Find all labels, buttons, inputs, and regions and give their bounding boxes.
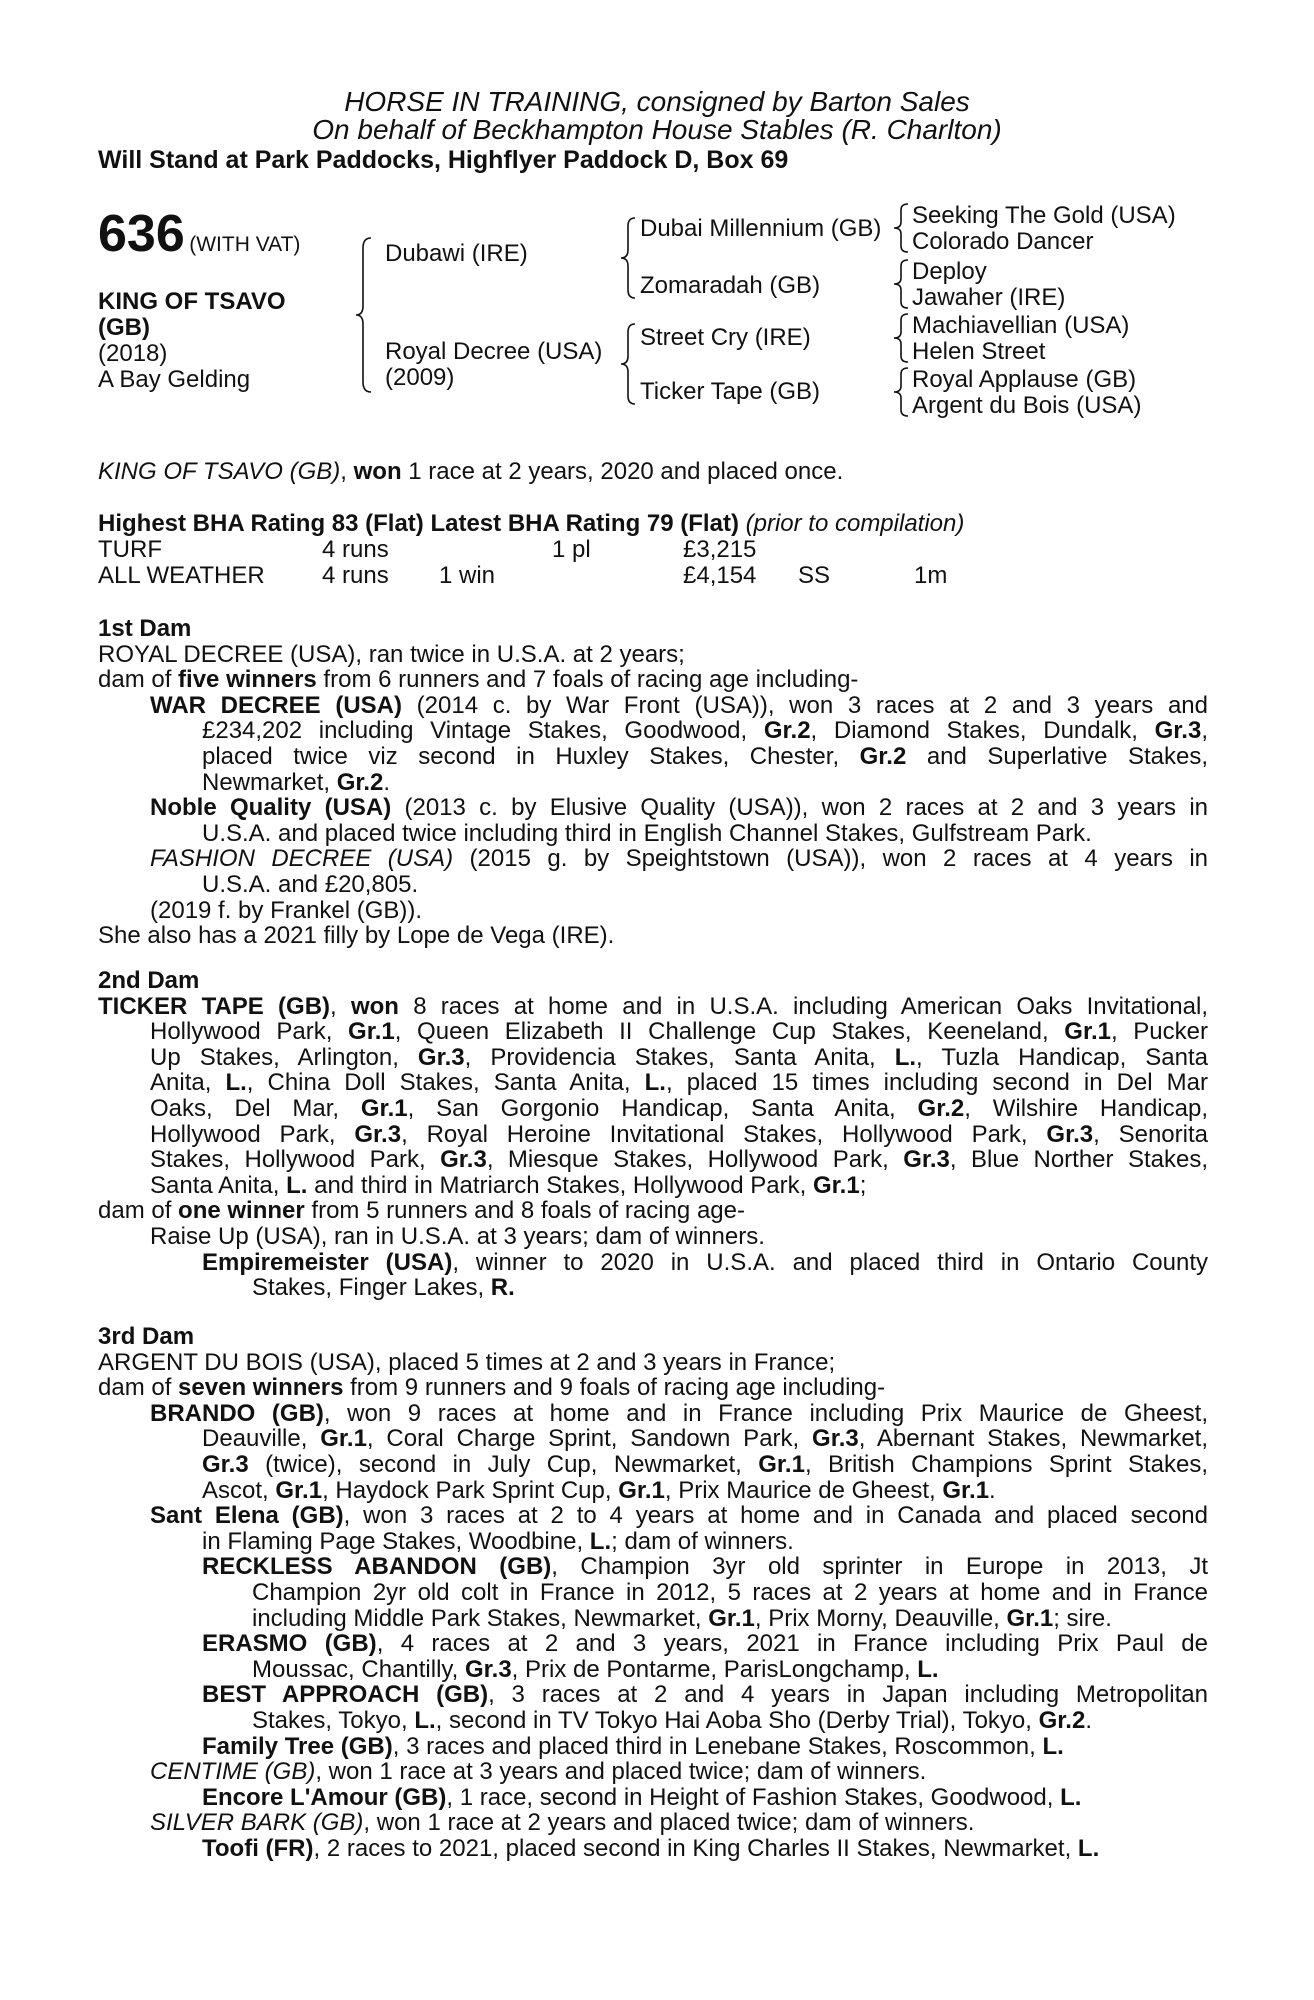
text-run: Gr.3 <box>417 1043 465 1071</box>
text-line <box>98 1198 1208 1224</box>
text-run: dam of <box>98 1374 179 1402</box>
text-run: seven winners <box>178 1374 344 1402</box>
text-line <box>98 1810 1208 1836</box>
horse-country: (GB) <box>98 314 150 341</box>
text-run: L. <box>1077 1834 1100 1862</box>
lot-number: 636 <box>98 205 185 263</box>
text-run: , second in TV Tokyo Hai Aoba Sho (Derby Trial), Tokyo, <box>435 1706 1039 1734</box>
text-run: Gr.3 <box>903 1146 950 1174</box>
text-run: , Miesque Stakes, Hollywood Park, <box>486 1146 904 1174</box>
text-run: , 2 races to 2021, placed second in King Charles II Stakes, Newmarket, <box>313 1834 1078 1862</box>
text-run: L. <box>589 1527 612 1555</box>
text-line <box>98 795 1208 821</box>
text-line <box>98 1503 1208 1529</box>
text-run: . <box>989 1476 996 1504</box>
text-run: L. <box>414 1706 436 1734</box>
text-line: Raise Up (USA), ran in U.S.A. at 3 years; dam of winners. <box>150 1222 765 1250</box>
text-line <box>98 1250 1208 1276</box>
text-run: L. <box>286 1171 308 1199</box>
text-run: Gr.1 <box>618 1476 665 1504</box>
text-run: Gr.3 <box>440 1146 487 1174</box>
bha-rating: Highest BHA Rating 83 (Flat) Latest BHA Rating 79 (Flat) (prior to compilation) <box>98 510 965 537</box>
text-run: R. <box>490 1274 515 1302</box>
text-run: Oaks, Del Mar, <box>150 1094 361 1122</box>
text-line: ARGENT DU BOIS (USA), placed 5 times at 2 and 3 years in France; <box>98 1348 836 1376</box>
text-run: . <box>383 768 391 796</box>
text-run: Gr.1 <box>812 1171 860 1199</box>
text-line <box>98 1275 1208 1301</box>
text-line <box>98 1606 1208 1632</box>
horse-name: KING OF TSAVO <box>98 288 286 315</box>
text-run: , won 9 races at home and in France including Prix Maurice de Gheest, <box>323 1399 1208 1427</box>
text-run: Encore L'Amour (GB) <box>202 1783 447 1811</box>
text-line <box>98 994 1208 1020</box>
text-run: , placed 15 times including second in Del Mar <box>665 1069 1209 1097</box>
text-run: , <box>330 992 351 1020</box>
lot-number-block <box>98 204 300 264</box>
pedigree-dam-sire: Street Cry (IRE) <box>640 324 811 351</box>
text-run: , Royal Heroine Invitational Stakes, Hollywood Park, <box>401 1120 1047 1148</box>
text-run: CENTIME (GB) <box>150 1758 316 1786</box>
pedigree-sds: Deploy <box>912 258 987 285</box>
pedigree-brace-4 <box>893 202 911 254</box>
text-line <box>98 1147 1208 1173</box>
text-run: , Wilshire Handicap, <box>964 1094 1208 1122</box>
text-run: WAR DECREE (USA) <box>150 691 402 719</box>
text-run: , British Champions Sprint Stakes, <box>804 1450 1208 1478</box>
pedigree-dsd: Helen Street <box>912 338 1046 365</box>
text-run: from 5 runners and 8 foals of racing age- <box>304 1197 745 1225</box>
text-line <box>98 718 1208 744</box>
text-run: , Abernant Stakes, Newmarket, <box>858 1425 1209 1453</box>
text-line <box>98 1173 1208 1199</box>
text-line: U.S.A. and placed twice including third in English Channel Stakes, Gulfstream Park. <box>202 819 1092 847</box>
text-run: FASHION DECREE (USA) <box>150 845 454 873</box>
horse-description: A Bay Gelding <box>98 366 251 393</box>
text-line <box>98 1682 1208 1708</box>
text-line <box>98 1554 1208 1580</box>
text-run: , Pucker <box>1110 1018 1208 1046</box>
text-line <box>98 1529 1208 1555</box>
text-run: Gr.3 <box>354 1120 402 1148</box>
text-run: Up Stakes, Arlington, <box>150 1043 418 1071</box>
text-run: , won 1 race at 2 years and placed twice; dam of winners. <box>363 1809 975 1837</box>
text-run: Gr.3 <box>1046 1120 1094 1148</box>
text-line <box>98 846 1208 872</box>
text-run: and Superlative Stakes, <box>906 742 1208 770</box>
pedigree-dds: Royal Applause (GB) <box>912 366 1137 393</box>
pedigree-dam: Royal Decree (USA) <box>385 338 603 365</box>
text-run: £234,202 including Vintage Stakes, Goodwood, <box>202 717 764 745</box>
text-run: , winner to 2020 in U.S.A. and placed third in Ontario County <box>452 1248 1208 1276</box>
text-run: Gr.3 <box>812 1425 859 1453</box>
text-run: Gr.2 <box>859 742 907 770</box>
text-run: , Champion 3yr old sprinter in Europe in 2013, Jt <box>551 1553 1208 1581</box>
text-line <box>98 1122 1208 1148</box>
pedigree-sdd: Jawaher (IRE) <box>912 284 1066 311</box>
text-line <box>98 1426 1208 1452</box>
second-dam-section <box>98 968 1208 1301</box>
text-run: ERASMO (GB) <box>202 1630 377 1658</box>
text-run: , 3 races at 2 and 4 years in Japan including Metropolitan <box>488 1681 1209 1709</box>
text-line <box>98 1070 1208 1096</box>
text-run: Gr.1 <box>348 1018 395 1046</box>
text-run: (2013 c. by Elusive Quality (USA)), won 2 races at 2 and 3 years in <box>391 794 1209 822</box>
header-line-1: HORSE IN TRAINING, consigned by Barton Sales <box>344 86 970 117</box>
text-run: SILVER BARK (GB) <box>150 1809 364 1837</box>
text-line <box>98 1401 1208 1427</box>
text-run: L. <box>1060 1783 1082 1811</box>
text-run: Hollywood Park, <box>150 1120 355 1148</box>
text-run: Hollywood Park, <box>150 1018 349 1046</box>
text-run: , won 1 race at 3 years and placed twice; dam of winners. <box>315 1758 927 1786</box>
text-line: Champion 2yr old colt in France in 2012, 5 races at 2 years at home and in France <box>252 1578 1208 1606</box>
text-run: , Coral Charge Sprint, Sandown Park, <box>366 1425 813 1453</box>
race-summary: KING OF TSAVO (GB), won 1 race at 2 years, 2020 and placed once. <box>98 458 844 485</box>
section-heading: 3rd Dam <box>98 1323 195 1350</box>
text-run: , 1 race, second in Height of Fashion Stakes, Goodwood, <box>446 1783 1061 1811</box>
third-dam-section <box>98 1324 1208 1861</box>
text-run: Noble Quality (USA) <box>150 794 392 822</box>
text-run: dam of <box>98 1197 179 1225</box>
text-line <box>98 1734 1208 1760</box>
text-run: Gr.3 <box>202 1450 249 1478</box>
pedigree-dss: Machiavellian (USA) <box>912 312 1130 339</box>
text-line <box>98 1785 1208 1811</box>
text-line <box>98 1019 1208 1045</box>
text-run: 8 races at home and in U.S.A. including American Oaks Invitational, <box>398 992 1208 1020</box>
text-line <box>98 770 1208 796</box>
pedigree-brace-6 <box>893 312 911 364</box>
section-heading: 2nd Dam <box>98 967 200 994</box>
header-line-2: On behalf of Beckhampton House Stables (R. Charlton) <box>312 114 1002 145</box>
text-run: , won 3 races at 2 to 4 years at home and in Canada and placed second <box>343 1502 1208 1530</box>
text-run: one winner <box>178 1197 305 1225</box>
text-run: . <box>1085 1706 1092 1734</box>
text-run: Gr.1 <box>942 1476 990 1504</box>
text-line <box>98 1096 1208 1122</box>
text-run: Deauville, <box>202 1425 321 1453</box>
text-run: L. <box>1042 1732 1064 1760</box>
text-line <box>98 1759 1208 1785</box>
pedigree-ddd: Argent du Bois (USA) <box>912 392 1142 419</box>
text-line <box>98 1478 1208 1504</box>
text-run: Gr.1 <box>360 1094 408 1122</box>
text-run: BRANDO (GB) <box>150 1399 324 1427</box>
text-run: , San Gorgonio Handicap, Santa Anita, <box>407 1094 918 1122</box>
record-all-weather: ALL WEATHER 4 runs 1 win £4,154 SS 1m <box>98 562 948 589</box>
text-line: ROYAL DECREE (USA), ran twice in U.S.A. at 2 years; <box>98 640 685 668</box>
text-line: She also has a 2021 filly by Lope de Vega (IRE). <box>98 922 615 950</box>
text-run: Gr.2 <box>336 768 384 796</box>
pedigree-brace-1 <box>355 236 375 394</box>
text-run: placed twice viz second in Huxley Stakes, Chester, <box>202 742 860 770</box>
text-run: including Middle Park Stakes, Newmarket, <box>252 1604 709 1632</box>
text-line <box>98 1836 1208 1862</box>
text-run: , 4 races at 2 and 3 years, 2021 in France including Prix Paul de <box>376 1630 1208 1658</box>
text-line <box>98 744 1208 770</box>
pedigree-brace-3 <box>620 322 638 406</box>
pedigree-dam-dam: Ticker Tape (GB) <box>640 378 821 405</box>
text-run: L. <box>917 1655 939 1683</box>
text-run: Gr.1 <box>758 1450 805 1478</box>
text-run: Empiremeister (USA) <box>202 1248 453 1276</box>
text-run: five winners <box>178 666 317 694</box>
text-run: ; <box>859 1171 867 1199</box>
text-run: ; sire. <box>1053 1604 1112 1632</box>
text-run: , Providencia Stakes, Santa Anita, <box>464 1043 895 1071</box>
text-run: won <box>350 992 399 1020</box>
text-run: , Queen Elizabeth II Challenge Cup Stakes, Keeneland, <box>394 1018 1065 1046</box>
pedigree-sire-dam: Zomaradah (GB) <box>640 272 821 299</box>
record-turf: TURF 4 runs 1 pl £3,215 <box>98 536 757 563</box>
text-run: , Diamond Stakes, Dundalk, <box>810 717 1155 745</box>
text-run: , Haydock Park Sprint Cup, <box>322 1476 619 1504</box>
text-run: L. <box>225 1069 247 1097</box>
text-run: Sant Elena (GB) <box>150 1502 344 1530</box>
text-run: Gr.2 <box>763 717 811 745</box>
text-run: Stakes, Hollywood Park, <box>150 1146 441 1174</box>
horse-year: (2018) <box>98 340 168 367</box>
text-line <box>98 667 1208 693</box>
text-run: , <box>1201 717 1208 745</box>
text-line <box>98 1452 1208 1478</box>
text-run: , Prix Morny, Deauville, <box>754 1604 1007 1632</box>
text-run: Gr.1 <box>1064 1018 1111 1046</box>
pedigree-brace-5 <box>893 258 911 310</box>
first-dam-section <box>98 616 1208 949</box>
text-run: BEST APPROACH (GB) <box>202 1681 489 1709</box>
text-run: and third in Matriarch Stakes, Hollywood Park, <box>307 1171 813 1199</box>
text-run: Family Tree (GB) <box>202 1732 393 1760</box>
text-line <box>98 693 1208 719</box>
text-run: , Prix de Pontarme, ParisLongchamp, <box>511 1655 918 1683</box>
text-run: , China Doll Stakes, Santa Anita, <box>246 1069 645 1097</box>
text-run: Gr.1 <box>320 1425 367 1453</box>
text-run: Gr.3 <box>464 1655 512 1683</box>
text-run: TICKER TAPE (GB) <box>98 992 331 1020</box>
text-run: from 6 runners and 7 foals of racing age including- <box>316 666 859 694</box>
text-run: , 3 races and placed third in Lenebane Stakes, Roscommon, <box>392 1732 1043 1760</box>
text-run: (2015 g. by Speightstown (USA)), won 2 races at 4 years in <box>453 845 1208 873</box>
text-run: Newmarket, <box>202 768 337 796</box>
text-line <box>98 1375 1208 1401</box>
text-run: Stakes, Tokyo, <box>252 1706 415 1734</box>
text-run: from 9 runners and 9 foals of racing age including- <box>343 1374 886 1402</box>
text-run: (twice), second in July Cup, Newmarket, <box>248 1450 759 1478</box>
text-run: Moussac, Chantilly, <box>252 1655 465 1683</box>
pedigree-dam-year: (2009) <box>385 364 455 391</box>
text-run: L. <box>894 1043 917 1071</box>
pedigree-sire: Dubawi (IRE) <box>385 240 528 267</box>
text-run: , Blue Norther Stakes, <box>949 1146 1208 1174</box>
text-line: U.S.A. and £20,805. <box>202 870 419 898</box>
text-line <box>98 1657 1208 1683</box>
vat-label: (WITH VAT) <box>189 233 301 256</box>
pedigree-sire-sire: Dubai Millennium (GB) <box>640 215 882 242</box>
text-line <box>98 1631 1208 1657</box>
text-run: Gr.1 <box>708 1604 755 1632</box>
text-run: Gr.2 <box>917 1094 965 1122</box>
header-line-3: Will Stand at Park Paddocks, Highflyer Paddock D, Box 69 <box>98 146 789 174</box>
pedigree-brace-2 <box>620 216 638 300</box>
text-run: dam of <box>98 666 179 694</box>
text-run: , Tuzla Handicap, Santa <box>916 1043 1208 1071</box>
text-line <box>98 1045 1208 1071</box>
text-run: ; dam of winners. <box>611 1527 794 1555</box>
text-run: Anita, <box>150 1069 226 1097</box>
text-run: L. <box>644 1069 666 1097</box>
text-run: Toofi (FR) <box>202 1834 314 1862</box>
text-run: Ascot, <box>202 1476 276 1504</box>
text-run: Gr.1 <box>275 1476 323 1504</box>
pedigree-sss: Seeking The Gold (USA) <box>912 202 1176 229</box>
pedigree-brace-7 <box>893 366 911 418</box>
text-run: , Prix Maurice de Gheest, <box>664 1476 943 1504</box>
pedigree-ssd: Colorado Dancer <box>912 228 1094 255</box>
text-run: Gr.3 <box>1154 717 1202 745</box>
section-heading: 1st Dam <box>98 615 192 642</box>
text-run: in Flaming Page Stakes, Woodbine, <box>202 1527 590 1555</box>
text-run: RECKLESS ABANDON (GB) <box>202 1553 552 1581</box>
text-run: , Senorita <box>1093 1120 1208 1148</box>
text-run: (2014 c. by War Front (USA)), won 3 races at 2 and 3 years and <box>402 691 1208 719</box>
text-run: Santa Anita, <box>150 1171 287 1199</box>
text-run: Gr.2 <box>1038 1706 1086 1734</box>
text-line <box>98 1708 1208 1734</box>
text-run: Gr.1 <box>1006 1604 1054 1632</box>
text-run: Stakes, Finger Lakes, <box>252 1274 491 1302</box>
text-line: (2019 f. by Frankel (GB)). <box>150 896 423 924</box>
